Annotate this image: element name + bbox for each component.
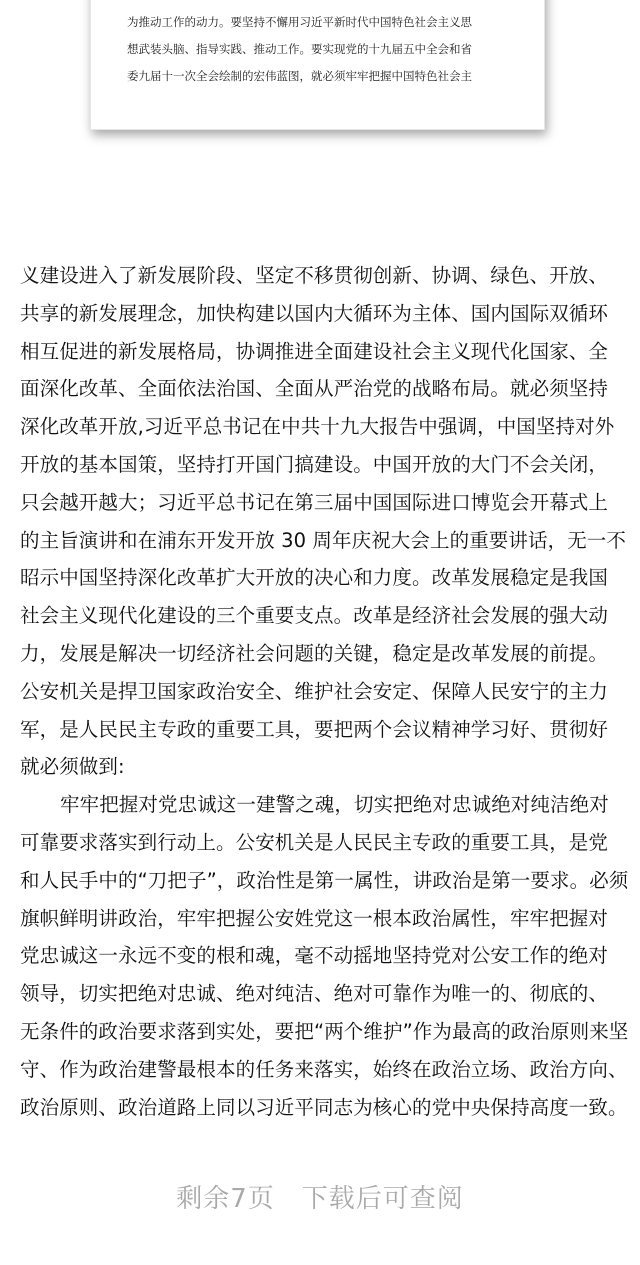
paragraph-line: 共享的新发展理念，加快构建以国内大循环为主体、国内国际双循环 <box>20 301 609 325</box>
paragraph-line: 只会越开越大；习近平总书记在第三届中国国际进口博览会开幕式上 <box>20 490 609 514</box>
paragraph-line: 义建设进入了新发展阶段、坚定不移贯彻创新、协调、绿色、开放、 <box>20 264 609 287</box>
paragraph-line: 领导，切实把绝对忠诚、绝对纯洁、绝对可靠作为唯一的、彻底的、 <box>20 982 609 1006</box>
paragraph-line: 的主旨演讲和在浦东开发开放 30 周年庆祝大会上的重要讲话，无一不 <box>20 528 627 552</box>
paragraph-line: 政治原则、政治道路上同以习近平同志为核心的党中央保持高度一致。 <box>20 1095 628 1119</box>
preview-line: 委九届十一次全会绘制的宏伟蓝图，就必须牢牢把握中国特色社会主 <box>127 69 472 83</box>
paragraph-line: 面深化改革、全面依法治国、全面从严治党的战略布局。就必须坚持 <box>20 377 609 401</box>
paragraph-line: 社会主义现代化建设的三个重要支点。改革是经济社会发展的强大动 <box>20 604 609 628</box>
preview-line: 为推动工作的动力。要坚持不懈用习近平新时代中国特色社会主义思 <box>127 15 472 29</box>
paragraph-line: 力，发展是解决一切经济社会问题的关键，稳定是改革发展的前提。 <box>20 641 609 665</box>
paragraph-line: 和人民手中的“刀把子”，政治性是第一属性，讲政治是第一要求。必须 <box>20 868 629 892</box>
document-body <box>20 257 629 1126</box>
paragraph-line: 旗帜鲜明讲政治，牢牢把握公安姓党这一根本政治属性，牢牢把握对 <box>20 906 609 930</box>
paragraph-line: 无条件的政治要求落到实处，要把“两个维护”作为最高的政治原则来坚 <box>20 1019 629 1043</box>
paragraph-line: 党忠诚这一永远不变的根和魂，毫不动摇地坚持党对公安工作的绝对 <box>20 944 609 968</box>
preview-line: 想武装头脑、指导实践、推动工作。要实现党的十九届五中全会和省 <box>127 42 472 56</box>
paragraph-line: 相互促进的新发展格局，协调推进全面建设社会主义现代化国家、全 <box>20 339 609 363</box>
remaining-pages-download-link[interactable]: 剩余7页 下载后可查阅 <box>176 1184 464 1214</box>
preview-page-card <box>90 0 545 130</box>
paragraph-line: 开放的基本国策，坚持打开国门搞建设。中国开放的大门不会关闭， <box>20 452 609 476</box>
paragraph-line: 就必须做到: <box>20 755 125 779</box>
paragraph-first-line: 牢牢把握对党忠诚这一建警之魂，切实把绝对忠诚绝对纯洁绝对 <box>60 793 609 817</box>
paragraph-line: 公安机关是捍卫国家政治安全、维护社会安定、保障人民安宁的主力 <box>20 679 609 703</box>
paragraph-line: 深化改革开放,习近平总书记在中共十九大报告中强调，中国坚持对外 <box>20 415 615 439</box>
paragraph-line: 昭示中国坚持深化改革扩大开放的决心和力度。改革发展稳定是我国 <box>20 566 609 590</box>
paragraph-line: 守、作为政治建警最根本的任务来落实，始终在政治立场、政治方向、 <box>20 1057 628 1081</box>
paragraph-line: 军，是人民民主专政的重要工具，要把两个会议精神学习好、贯彻好 <box>20 717 609 741</box>
paragraph-line: 可靠要求落实到行动上。公安机关是人民民主专政的重要工具，是党 <box>20 830 609 854</box>
